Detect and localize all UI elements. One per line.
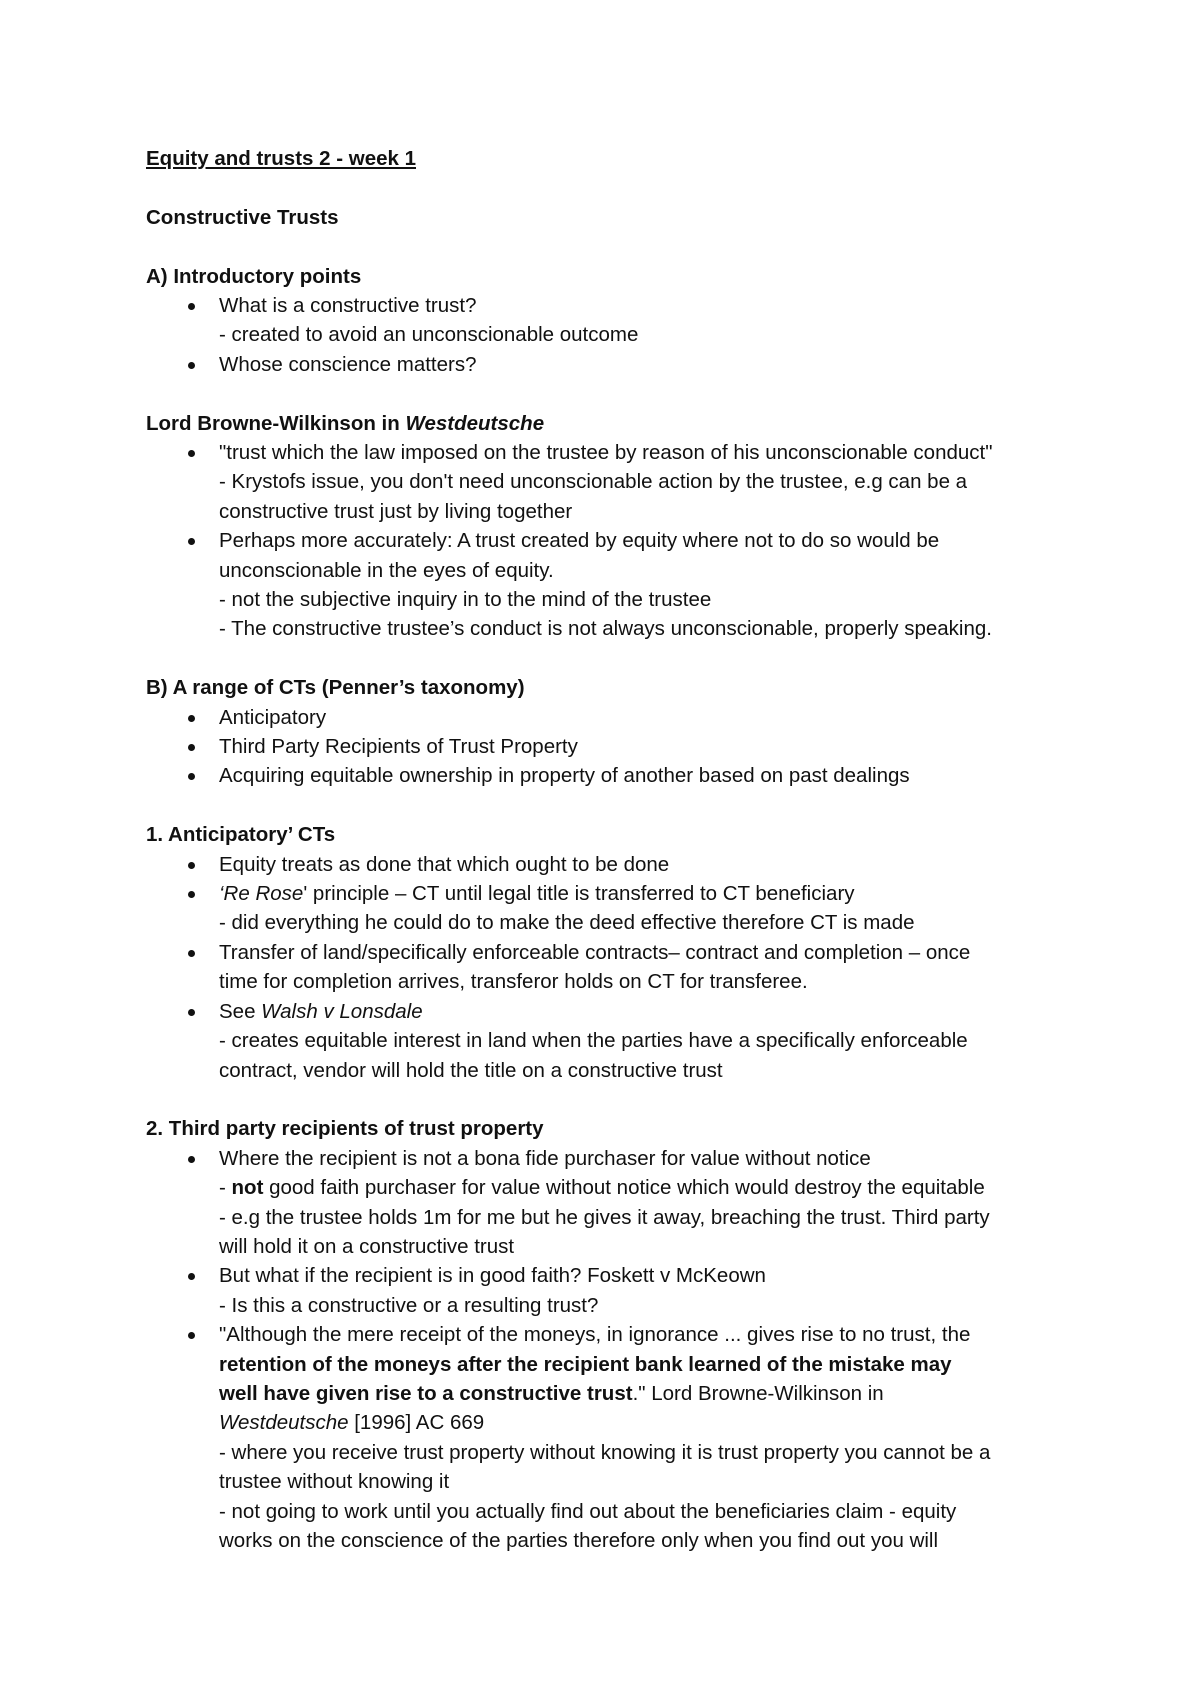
list-item <box>146 350 1086 379</box>
section-a-heading: A) Introductory points <box>146 264 362 288</box>
case-name: Westdeutsche <box>219 1411 349 1435</box>
list-item-note: - where you receive trust property without knowing it is trust property you cannot be a <box>219 1440 991 1464</box>
list-item <box>146 879 1086 938</box>
section-2-list <box>146 1144 1086 1556</box>
heading-text: Lord Browne-Wilkinson in <box>146 411 406 435</box>
bullet-icon <box>188 950 195 957</box>
section-b-heading: B) A range of CTs (Penner’s taxonomy) <box>146 676 525 700</box>
list-item-note: - not the subjective inquiry in to the mind of the trustee <box>219 588 712 612</box>
item-text: See <box>219 999 262 1023</box>
bullet-icon <box>188 362 195 369</box>
list-item-note: - created to avoid an unconscionable outcome <box>219 323 639 347</box>
bullet-icon <box>188 1332 195 1339</box>
bullet-icon <box>188 1156 195 1163</box>
list-item <box>146 1261 1086 1320</box>
list-item-text: unconscionable in the eyes of equity. <box>219 558 554 582</box>
list-item-text: "Although the mere receipt of the moneys, in ignorance ... gives rise to no trust, the <box>219 1323 971 1347</box>
list-item-text <box>219 997 1086 1026</box>
bullet-icon <box>188 1009 195 1016</box>
list-item-note: - Krystofs issue, you don't need unconscionable action by the trustee, e.g can be a <box>219 470 968 494</box>
list-item <box>146 850 1086 879</box>
list-item <box>146 703 1086 732</box>
list-item <box>146 438 1086 526</box>
list-item-text: Perhaps more accurately: A trust created by equity where not to do so would be <box>219 529 940 553</box>
list-item-note: - The constructive trustee’s conduct is not always unconscionable, properly speaking. <box>219 617 992 641</box>
list-item <box>146 761 1086 790</box>
case-name: Walsh v Lonsdale <box>261 999 423 1023</box>
quote-emphasis: well have given rise to a constructive trust <box>219 1381 633 1405</box>
section-b-list <box>146 703 1086 791</box>
list-item-note: - e.g the trustee holds 1m for me but he gives it away, breaching the trust. Third party <box>219 1205 990 1229</box>
lord-bw-heading <box>146 409 1086 438</box>
list-item <box>146 1144 1086 1262</box>
document-page <box>146 144 1086 1555</box>
quote-emphasis: retention of the moneys after the recipient bank learned of the mistake may <box>219 1352 952 1376</box>
case-name: ‘Re Rose <box>219 882 304 906</box>
item-text: - <box>219 1176 232 1200</box>
list-item <box>146 526 1086 644</box>
bullet-icon <box>188 303 195 310</box>
list-item <box>146 1320 1086 1555</box>
item-text: good faith purchaser for value without notice which would destroy the equitable <box>263 1176 985 1200</box>
lord-bw-list <box>146 438 1086 644</box>
list-item <box>146 997 1086 1085</box>
list-item-text: time for completion arrives, transferor holds on CT for transferee. <box>219 970 808 994</box>
list-item-text: Third Party Recipients of Trust Property <box>219 735 578 759</box>
list-item-note: trustee without knowing it <box>219 1470 450 1494</box>
bullet-icon <box>188 773 195 780</box>
list-item <box>146 291 1086 350</box>
bullet-icon <box>188 715 195 722</box>
list-item-text: Where the recipient is not a bona fide purchaser for value without notice <box>219 1146 871 1170</box>
list-item <box>146 938 1086 997</box>
bullet-icon <box>188 450 195 457</box>
list-item-text: Acquiring equitable ownership in property of another based on past dealings <box>219 764 910 788</box>
list-item-text: "trust which the law imposed on the trustee by reason of his unconscionable conduct" <box>219 441 993 465</box>
list-item-note: works on the conscience of the parties therefore only when you find out you will <box>219 1529 939 1552</box>
list-item-text: What is a constructive trust? <box>219 294 477 317</box>
bullet-icon <box>188 744 195 751</box>
list-item-note: will hold it on a constructive trust <box>219 1234 515 1258</box>
citation: [1996] AC 669 <box>348 1411 485 1435</box>
list-item-text: But what if the recipient is in good faith? Foskett v McKeown <box>219 1264 766 1288</box>
list-item-note: constructive trust just by living together <box>219 499 573 523</box>
bullet-icon <box>188 862 195 869</box>
bullet-icon <box>188 1273 195 1280</box>
list-item-note: contract, vendor will hold the title on a constructive trust <box>219 1058 723 1082</box>
list-item-text <box>219 1379 1086 1408</box>
document-title: Equity and trusts 2 - week 1 <box>146 147 416 170</box>
section-1-heading: 1. Anticipatory’ CTs <box>146 823 336 847</box>
section-a-list <box>146 291 1086 379</box>
section-2-heading: 2. Third party recipients of trust property <box>146 1117 544 1141</box>
section-1-list <box>146 850 1086 1085</box>
list-item-text: Equity treats as done that which ought to be done <box>219 852 670 876</box>
item-text: ' principle – CT until legal title is transferred to CT beneficiary <box>303 882 855 906</box>
list-item-text: Whose conscience matters? <box>219 352 477 376</box>
list-item-note <box>219 1173 1086 1202</box>
list-item-text <box>219 1408 1086 1437</box>
list-item-note: - Is this a constructive or a resulting trust? <box>219 1293 599 1317</box>
emphasis-text: not <box>231 1176 264 1200</box>
list-item-text: Anticipatory <box>219 705 327 729</box>
list-item <box>146 732 1086 761</box>
list-item-text: Transfer of land/specifically enforceable contracts– contract and completion – once <box>219 940 971 964</box>
list-item-note: - creates equitable interest in land when the parties have a specifically enforceable <box>219 1029 968 1053</box>
list-item-note: - not going to work until you actually find out about the beneficiaries claim - equity <box>219 1499 957 1523</box>
list-item-note: - did everything he could do to make the deed effective therefore CT is made <box>219 911 915 935</box>
item-text: ." Lord Browne-Wilkinson in <box>632 1381 884 1405</box>
document-subtitle: Constructive Trusts <box>146 205 339 229</box>
case-name: Westdeutsche <box>405 411 545 435</box>
list-item-text <box>219 879 1086 908</box>
bullet-icon <box>188 538 195 545</box>
bullet-icon <box>188 891 195 898</box>
